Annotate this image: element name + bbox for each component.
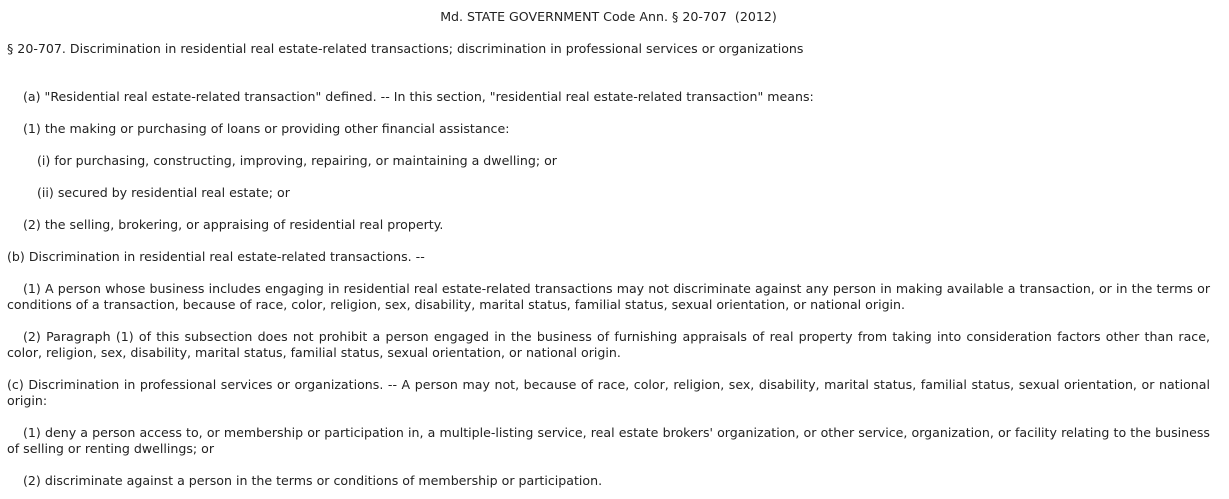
subsection-a-item-1: (1) the making or purchasing of loans or providing other financial assistance: xyxy=(23,121,510,136)
document-header: Md. STATE GOVERNMENT Code Ann. § 20-707 (2012) xyxy=(440,9,777,24)
subsection-b-item-2: (2) Paragraph (1) of this subsection does not prohibit a person engaged in the business of furnishing appraisals of real property from taking into consideration factors other than race, color, religion, sex, disability, marital status, familial status, sexual orientation, or national origin. xyxy=(7,329,1210,360)
subsection-c-item-1: (1) deny a person access to, or membership or participation in, a multiple-listing service, real estate brokers' organization, or other service, organization, or facility relating to the business of selling or renting dwellings; or xyxy=(7,425,1210,456)
subsection-a: (a) "Residential real estate-related transaction" defined. -- In this section, "residential real estate-related transaction" means: xyxy=(23,89,814,104)
subsection-a-item-1-ii: (ii) secured by residential real estate; or xyxy=(37,185,290,200)
subsection-b-item-1: (1) A person whose business includes engaging in residential real estate-related transactions may not discriminate against any person in making available a transaction, or in the terms or conditions of a transaction, because of race, color, religion, sex, disability, marital status, familial status, sexual orientation, or national origin. xyxy=(7,281,1210,312)
subsection-c: (c) Discrimination in professional services or organizations. -- A person may not, because of race, color, religion, sex, disability, marital status, familial status, sexual orientation, or national origin: xyxy=(7,377,1210,408)
subsection-a-item-1-i: (i) for purchasing, constructing, improving, repairing, or maintaining a dwelling; or xyxy=(37,153,557,168)
statute-document xyxy=(7,0,1210,489)
subsection-a-item-2: (2) the selling, brokering, or appraising of residential real property. xyxy=(23,217,444,232)
subsection-c-item-2: (2) discriminate against a person in the terms or conditions of membership or participation. xyxy=(23,473,603,488)
subsection-b: (b) Discrimination in residential real estate-related transactions. -- xyxy=(7,249,425,264)
section-title: § 20-707. Discrimination in residential real estate-related transactions; discrimination in professional services or organizations xyxy=(7,41,804,56)
